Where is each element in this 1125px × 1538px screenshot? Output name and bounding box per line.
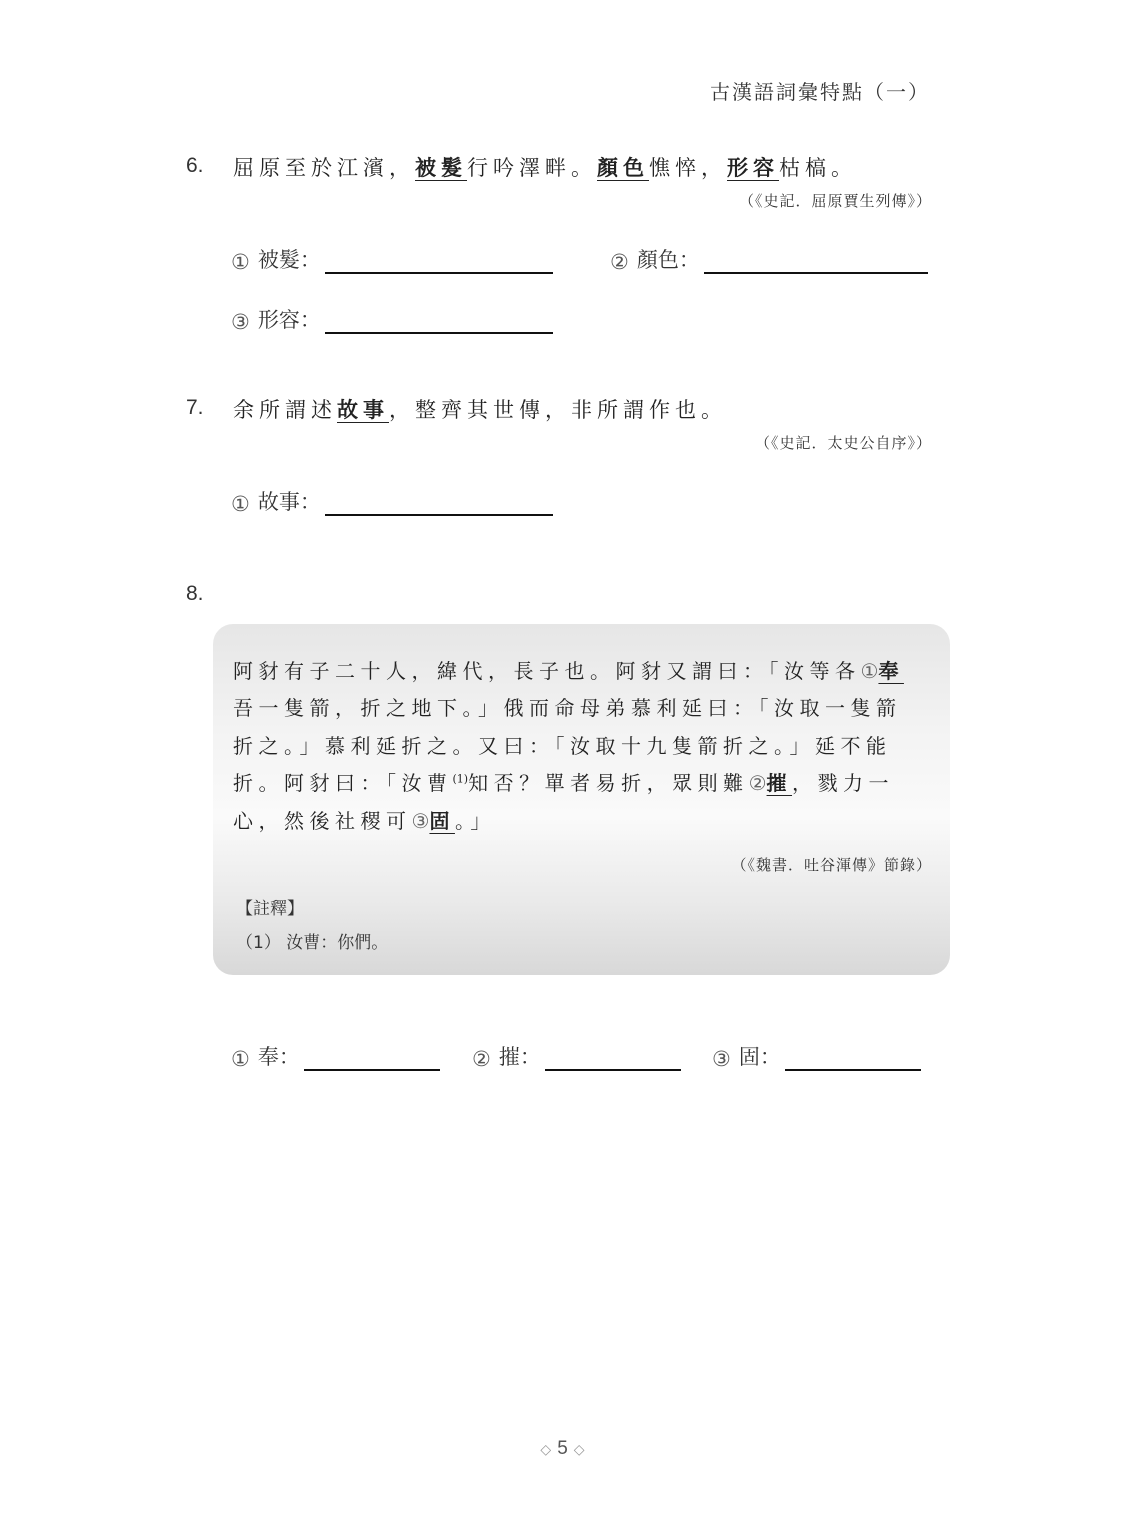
keyword-gu: 固 [429,809,455,833]
passage-line-3: 折之。」慕利延折之。又曰：「汝取十九隻箭折之。」延不能 [233,734,892,758]
q8-answer-1 [231,1041,440,1071]
circle-1-marker: ① [231,250,250,274]
answer-blank-gushi[interactable] [325,490,553,516]
answer-blank-xingrong[interactable] [325,308,553,334]
q7-text-part: ，整齊其世傳，非所謂作也。 [389,398,727,422]
q7-text-part: 余所謂述 [233,398,337,422]
page-header-title: 古漢語詞彙特點（一） [710,80,930,104]
q6-keyword-yanse: 顏色 [597,155,649,180]
circle-1-marker: ① [860,659,879,683]
question-7-source: （《史記．太史公自序》） [754,434,932,452]
passage-line-5 [233,805,496,834]
circle-3-marker: ③ [231,310,250,334]
footnote-marker: (1) [452,772,469,786]
q6-keyword-xingrong: 形容 [727,155,779,180]
q7-answer-1 [231,486,553,516]
annotation-item-1: （1） 汝曹：你們。 [236,933,389,953]
passage-line-4 [233,767,894,796]
q6-text-part: 屈原至於江濱， [233,156,415,180]
circle-3-marker: ③ [712,1047,731,1071]
answer-label: 摧： [498,1045,541,1069]
answer-label: 故事： [257,490,321,514]
answer-blank-beifa[interactable] [325,248,553,274]
q6-text-part: 枯槁。 [779,156,857,180]
question-8-number: 8. [186,582,204,605]
answer-label: 被髮： [257,248,321,272]
answer-blank-cui[interactable] [545,1045,681,1071]
q8-answer-2 [472,1041,681,1071]
answer-label: 顏色： [636,248,700,272]
page-number: 5 [557,1438,568,1459]
keyword-cui: 摧 [766,771,793,795]
q7-keyword-gushi: 故事 [337,397,389,422]
answer-label: 形容： [257,308,321,332]
q8-answer-3 [712,1041,921,1071]
passage-text: 心，然後社稷可 [233,809,412,833]
annotation-title: 【註釋】 [236,899,304,919]
q6-text-part: 憔悴， [649,156,727,180]
passage-text: 阿豺有子二十人，緯代，長子也。阿豺又謂曰：「汝等各 [233,659,861,683]
passage-line-1 [233,655,904,684]
circle-1-marker: ① [231,492,250,516]
passage-text: 知否？單者易折，眾則難 [468,771,749,795]
diamond-icon: ◇ [573,1441,585,1457]
question-8-source: （《魏書．吐谷渾傳》節錄） [731,856,932,874]
passage-text: 折。阿豺曰：「汝曹 [233,771,453,795]
circle-2-marker: ② [748,771,767,795]
answer-blank-feng[interactable] [304,1045,440,1071]
q6-answer-2 [610,244,928,274]
question-6-source: （《史記．屈原賈生列傳》） [738,192,932,210]
circle-3-marker: ③ [411,809,430,833]
q6-text-part: 行吟澤畔。 [467,156,597,180]
passage-text: ，戮力一 [792,771,895,795]
answer-label: 奉： [257,1045,300,1069]
question-6-number: 6. [186,154,204,177]
answer-label: 固： [738,1045,781,1069]
passage-line-2: 吾一隻箭，折之地下。」俄而命母弟慕利延曰：「汝取一隻箭 [233,696,902,720]
circle-2-marker: ② [472,1047,491,1071]
q6-answer-3 [231,304,553,334]
answer-blank-yanse[interactable] [704,248,928,274]
page-number-footer [0,1438,1125,1460]
diamond-icon: ◇ [540,1441,552,1457]
question-6-text [233,152,857,182]
q6-keyword-beifa: 被髮 [415,155,467,180]
question-7-text [233,394,727,424]
circle-1-marker: ① [231,1047,250,1071]
answer-blank-gu[interactable] [785,1045,921,1071]
question-7-number: 7. [186,396,204,419]
q6-answer-1 [231,244,553,274]
circle-2-marker: ② [610,250,629,274]
keyword-feng: 奉 [878,659,904,683]
passage-text: 。」 [454,809,496,833]
